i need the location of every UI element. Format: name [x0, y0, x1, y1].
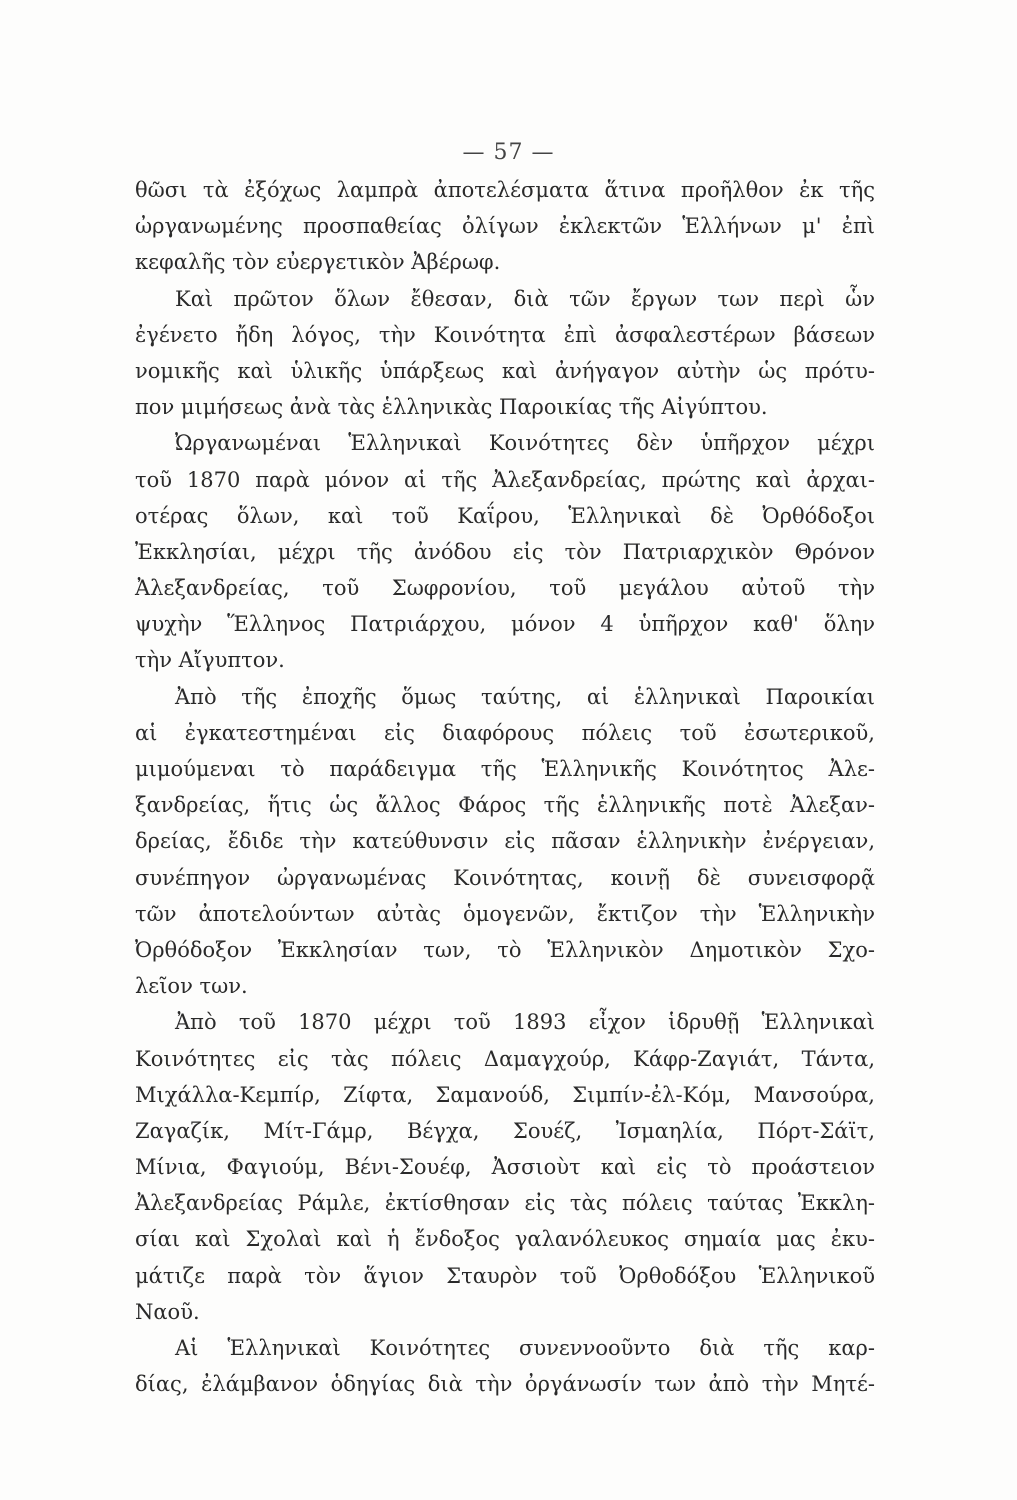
text-line: Ἀλεξανδρείας Ράμλε, ἐκτίσθησαν εἰς τὰς πόλεις ταύτας Ἐκκλη- — [135, 1191, 875, 1216]
text-line: πον μιμήσεως ἀνὰ τὰς ἑλληνικὰς Παροικίας τῆς Αἰγύπτου. — [135, 395, 768, 420]
text-line: Καὶ πρῶτον ὅλων ἔθεσαν, διὰ τῶν ἔργων των περὶ ὧν — [175, 286, 875, 311]
text-line: δρείας, ἔδιδε τὴν κατεύθυνσιν εἰς πᾶσαν ἑλληνικὴν ἐνέργειαν, — [135, 829, 875, 854]
text-line: λεῖον των. — [135, 974, 248, 999]
text-line: τῶν ἀποτελούντων αὐτὰς ὁμογενῶν, ἔκτιζον τὴν Ἑλληνικὴν — [135, 901, 875, 926]
text-line: τὴν Αἴγυπτον. — [135, 648, 285, 673]
text-line: Αἱ Ἑλληνικαὶ Κοινότητες συνεννοοῦντο διὰ τῆς καρ- — [175, 1336, 875, 1360]
text-line: Ἀπὸ τοῦ 1870 μέχρι τοῦ 1893 εἶχον ἱδρυθῇ Ἑλληνικαὶ — [175, 1010, 875, 1035]
text-line: μάτιζε παρὰ τὸν ἅγιον Σταυρὸν τοῦ Ὀρθοδόξου Ἑλληνικοῦ — [135, 1263, 875, 1288]
text-line: Ζαγαζίκ, Μίτ-Γάμρ, Βέγχα, Σουέζ, Ἰσμαηλία, Πόρτ-Σάϊτ, — [135, 1118, 875, 1143]
text-line: Μίνια, Φαγιούμ, Βένι-Σουέφ, Ἀσσιοὺτ καὶ εἰς τὸ προάστειον — [135, 1155, 875, 1180]
body-text — [135, 172, 875, 1402]
text-line: Ὀρθόδοξον Ἐκκλησίαν των, τὸ Ἑλληνικὸν Δημοτικὸν Σχο- — [135, 937, 875, 962]
paragraph — [135, 1330, 875, 1402]
text-line: ξανδρείας, ἥτις ὡς ἄλλος Φάρος τῆς ἑλληνικῆς ποτὲ Ἀλεξαν- — [135, 793, 875, 818]
text-line: Ἀλεξανδρείας, τοῦ Σωφρονίου, τοῦ μεγάλου αὐτοῦ τὴν — [135, 576, 875, 601]
text-line: Μιχάλλα-Κεμπίρ, Ζίφτα, Σαμανούδ, Σιμπίν-ἐλ-Κόμ, Μανσούρα, — [135, 1082, 875, 1107]
text-line: κεφαλῆς τὸν εὐεργετικὸν Ἀβέρωφ. — [135, 250, 501, 275]
text-line: Ἐκκλησίαι, μέχρι τῆς ἀνόδου εἰς τὸν Πατριαρχικὸν Θρόνον — [135, 539, 875, 564]
text-line: Ναοῦ. — [135, 1299, 200, 1324]
page-number: — 57 — — [462, 140, 555, 165]
paragraph — [135, 679, 875, 1005]
text-line: ψυχὴν Ἕλληνος Πατριάρχου, μόνον 4 ὑπῆρχον καθ' ὅλην — [135, 612, 875, 637]
text-line: αἱ ἐγκατεστημέναι εἰς διαφόρους πόλεις τοῦ ἐσωτερικοῦ, — [135, 720, 875, 745]
text-line: δίας, ἐλάμβανον ὁδηγίας διὰ τὴν ὀργάνωσίν των ἀπὸ τὴν Μητέ- — [135, 1372, 875, 1397]
paragraph — [135, 172, 875, 281]
paragraph — [135, 281, 875, 426]
text-line: Ὠργανωμέναι Ἑλληνικαὶ Κοινότητες δὲν ὑπῆρχον μέχρι — [175, 431, 875, 456]
text-line: ἐγένετο ἤδη λόγος, τὴν Κοινότητα ἐπὶ ἀσφαλεστέρων βάσεων — [135, 322, 875, 347]
text-line: Ἀπὸ τῆς ἐποχῆς ὅμως ταύτης, αἱ ἑλληνικαὶ Παροικίαι — [175, 684, 875, 709]
paragraph — [135, 1004, 875, 1330]
text-line: θῶσι τὰ ἐξόχως λαμπρὰ ἀποτελέσματα ἅτινα προῆλθον ἐκ τῆς — [135, 178, 875, 202]
text-line: τοῦ 1870 παρὰ μόνον αἱ τῆς Ἀλεξανδρείας, πρώτης καὶ ἀρχαι- — [135, 467, 875, 492]
text-line: ὠργανωμένης προσπαθείας ὀλίγων ἐκλεκτῶν Ἑλλήνων μ' ἐπὶ — [135, 214, 875, 239]
text-line: Κοινότητες εἰς τὰς πόλεις Δαμαγχούρ, Κάφρ-Ζαγιάτ, Τάντα, — [135, 1046, 875, 1071]
text-line: σίαι καὶ Σχολαὶ καὶ ἡ ἔνδοξος γαλανόλευκος σημαία μας ἐκυ- — [135, 1227, 875, 1252]
text-line: μιμούμεναι τὸ παράδειγμα τῆς Ἑλληνικῆς Κοινότητος Ἀλε- — [135, 757, 875, 781]
paragraph — [135, 425, 875, 678]
text-line: νομικῆς καὶ ὑλικῆς ὑπάρξεως καὶ ἀνήγαγον αὐτὴν ὡς πρότυ- — [135, 358, 875, 383]
text-line: συνέπηγον ὠργανωμένας Κοινότητας, κοινῇ δὲ συνεισφορᾷ — [135, 865, 875, 890]
text-line: οτέρας ὅλων, καὶ τοῦ Καΐρου, Ἑλληνικαὶ δὲ Ὀρθόδοξοι — [135, 503, 875, 528]
